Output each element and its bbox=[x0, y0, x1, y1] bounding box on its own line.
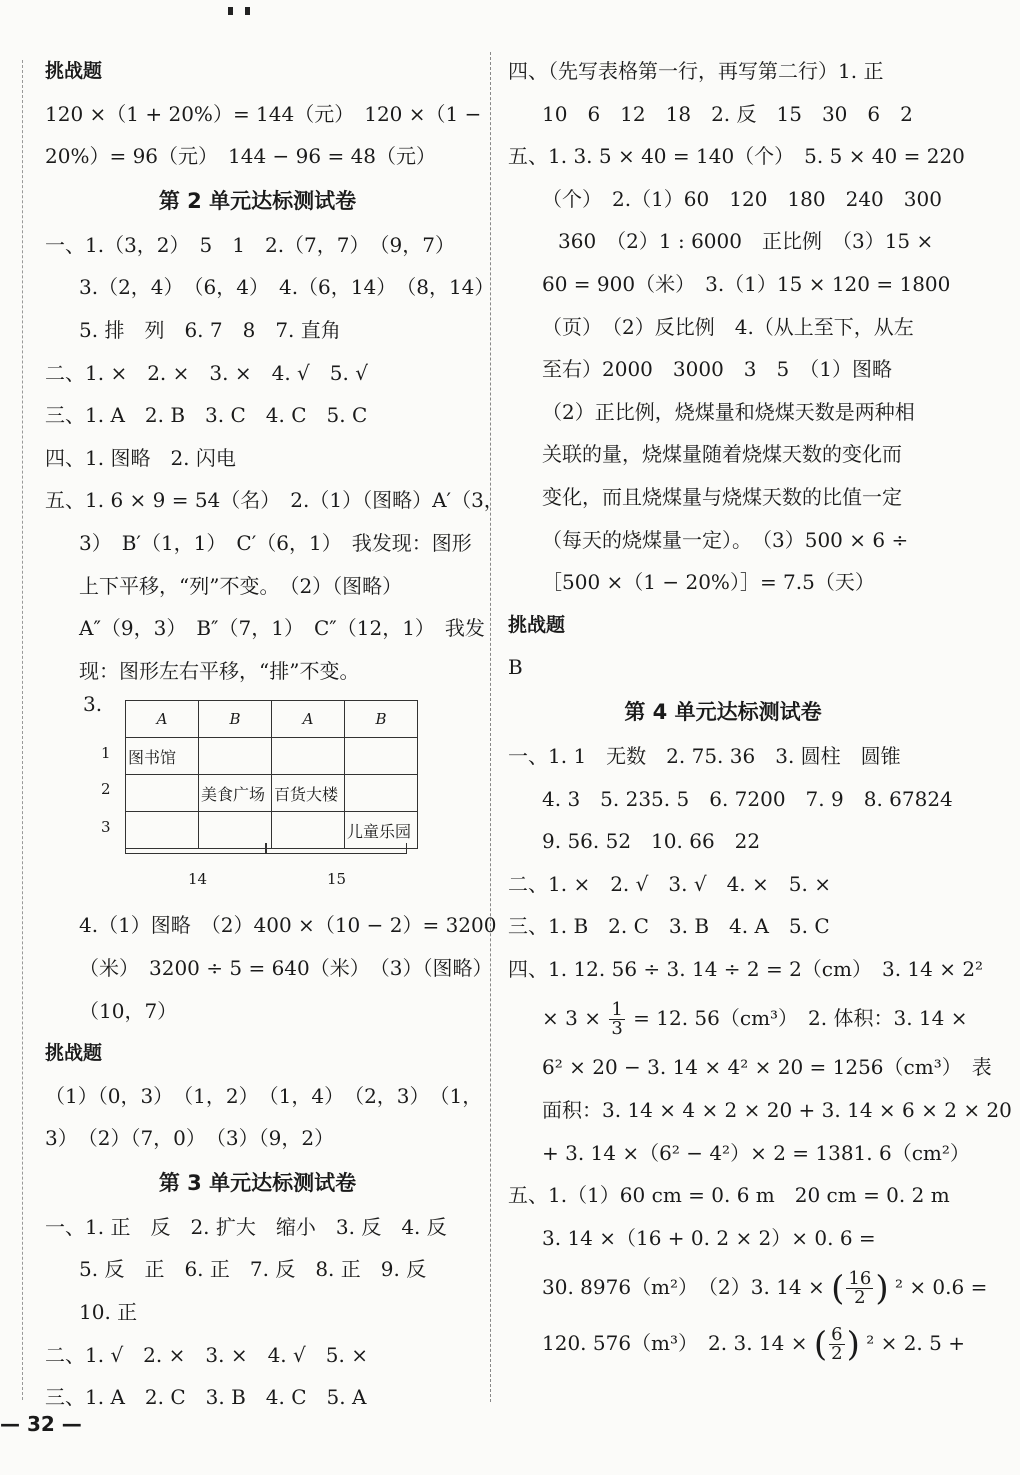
answer-line: 三、1. A 2. C 3. B 4. C 5. A bbox=[45, 1385, 367, 1410]
right-column bbox=[508, 50, 1012, 1371]
fraction-denominator: 2 bbox=[831, 1343, 843, 1365]
fraction bbox=[609, 1001, 624, 1038]
answer-line: 5. 反 正 6. 正 7. 反 8. 正 9. 反 bbox=[79, 1257, 427, 1282]
grid-cell bbox=[199, 738, 272, 775]
grid-question-number: 3. bbox=[83, 692, 103, 717]
formula-text: 120. 576（m³） 2. 3. 14 × bbox=[542, 1331, 808, 1356]
formula-text: × 3 × bbox=[542, 1006, 601, 1031]
location-grid bbox=[83, 692, 470, 904]
challenge-title: 挑战题 bbox=[45, 60, 103, 82]
top-marks bbox=[228, 0, 268, 8]
answer-line: 120 ×（1 + 20%）= 144（元） 120 ×（1 − bbox=[45, 101, 482, 126]
formula-text: 30. 8976（m²） （2）3. 14 × bbox=[542, 1275, 825, 1300]
answer-line: 一、1. 正 反 2. 扩大 缩小 3. 反 4. 反 bbox=[45, 1214, 447, 1239]
formula-text: = 12. 56（cm³） 2. 体积：3. 14 × bbox=[633, 1006, 968, 1031]
challenge-title: 挑战题 bbox=[508, 613, 566, 636]
formula-line bbox=[508, 990, 968, 1046]
answer-line: 6² × 20 − 3. 14 × 4² × 20 = 1256（cm³） 表 bbox=[542, 1055, 992, 1080]
fraction-denominator: 3 bbox=[611, 1018, 623, 1040]
answer-line: 3.（2，4） （6，4） 4.（6，14） （8，14） bbox=[79, 275, 495, 300]
answer-line: 10 6 12 18 2. 反 15 30 6 2 bbox=[542, 101, 913, 126]
answer-line: 现：图形左右平移，“排”不变。 bbox=[79, 658, 360, 683]
answer-line: 三、1. A 2. B 3. C 4. C 5. C bbox=[45, 403, 368, 428]
answer-line: ［500 ×（1 − 20%）］= 7.5（天） bbox=[542, 570, 875, 595]
fraction-numerator: 16 bbox=[848, 1268, 872, 1290]
grid-header: A bbox=[126, 701, 199, 738]
answer-line: 10. 正 bbox=[79, 1300, 138, 1325]
page-number: — 32 — bbox=[0, 1412, 82, 1436]
answer-line: 至右）2000 3000 3 5 （1）图略 bbox=[542, 357, 892, 382]
grid-row-number: 1 bbox=[101, 744, 111, 763]
answer-line: B bbox=[508, 655, 523, 680]
answer-line: 面积：3. 14 × 4 × 2 × 20 + 3. 14 × 6 × 2 × 20 bbox=[542, 1098, 1012, 1123]
fraction bbox=[829, 1326, 844, 1363]
formula-line bbox=[508, 1315, 965, 1371]
answer-line: 360 （2）1 : 6000 正比例 （3）15 × bbox=[558, 229, 934, 254]
answer-line: 上下平移，“列”不变。 （2）（图略） bbox=[79, 573, 403, 598]
section-title-unit4: 第 4 单元达标测试卷 bbox=[624, 699, 822, 724]
grid-cell: 图书馆 bbox=[126, 738, 199, 775]
fraction-numerator: 6 bbox=[831, 1324, 843, 1346]
brace-left bbox=[125, 843, 267, 854]
answer-line: （10，7） bbox=[79, 998, 178, 1023]
challenge-title: 挑战题 bbox=[45, 1042, 103, 1065]
answer-line: + 3. 14 ×（6² − 4²）× 2 = 1381. 6（cm²） bbox=[542, 1140, 970, 1165]
left-binding-edge bbox=[22, 60, 23, 1400]
grid-row-number: 3 bbox=[101, 818, 111, 837]
brace-label: 15 bbox=[327, 870, 347, 889]
answer-line: 一、1.（3，2） 5 1 2.（7，7） （9，7） bbox=[45, 232, 455, 257]
left-column bbox=[45, 50, 504, 1419]
answer-line: 二、1. √ 2. × 3. × 4. √ 5. × bbox=[45, 1342, 368, 1367]
answer-line: 60 = 900（米） 3.（1）15 × 120 = 1800 bbox=[542, 271, 951, 296]
answer-line: （2）正比例，烧煤量和烧煤天数是两种相 bbox=[542, 399, 915, 424]
grid-row-number: 2 bbox=[101, 780, 111, 799]
right-paren: ) bbox=[875, 1268, 889, 1309]
section-title-unit2: 第 2 单元达标测试卷 bbox=[158, 188, 357, 213]
answer-line: 4. 3 5. 235. 5 6. 7200 7. 9 8. 67824 bbox=[542, 786, 953, 811]
fraction bbox=[846, 1270, 873, 1307]
formula-line bbox=[508, 1259, 988, 1315]
fraction-denominator: 2 bbox=[854, 1287, 866, 1309]
grid-header: B bbox=[199, 701, 272, 738]
answer-line: 五、1. 3. 5 × 40 = 140（个） 5. 5 × 40 = 220 bbox=[508, 144, 965, 169]
right-paren: ) bbox=[846, 1324, 860, 1365]
answer-line: 5. 排 列 6. 7 8 7. 直角 bbox=[79, 317, 341, 342]
grid-cell: 儿童乐园 bbox=[345, 812, 418, 849]
answer-line: 四、1. 图略 2. 闪电 bbox=[45, 445, 236, 470]
answer-line: 五、1. 6 × 9 = 54（名） 2.（1）（图略）A′（3， bbox=[45, 488, 504, 513]
grid-cell bbox=[126, 775, 199, 812]
answer-line: （米） 3200 ÷ 5 = 640（米） （3）（图略） bbox=[79, 955, 493, 980]
answer-line: 四、1. 12. 56 ÷ 3. 14 ÷ 2 = 2（cm） 3. 14 × 2² bbox=[508, 956, 984, 981]
answer-line: 五、1.（1）60 cm = 0. 6 m 20 cm = 0. 2 m bbox=[508, 1183, 950, 1208]
brace-label: 14 bbox=[188, 870, 208, 889]
answer-line: （页） （2）反比例 4.（从上至下，从左 bbox=[542, 314, 914, 339]
answer-line: 3. 14 ×（16 + 0. 2 × 2）× 0. 6 = bbox=[542, 1225, 876, 1250]
answer-line: A″（9，3） B″（7，1） C″（12，1） 我发 bbox=[79, 616, 485, 641]
answer-line: 20%）= 96（元） 144 − 96 = 48（元） bbox=[45, 144, 437, 169]
answer-line: 3） B′（1，1） C′（6，1） 我发现：图形 bbox=[79, 530, 472, 555]
fraction-numerator: 1 bbox=[611, 999, 623, 1021]
grid-cell bbox=[272, 738, 345, 775]
formula-text: ² × 2. 5 + bbox=[866, 1331, 965, 1356]
answer-line: （个） 2.（1）60 120 180 240 300 bbox=[542, 186, 942, 211]
grid-cell bbox=[345, 738, 418, 775]
answer-line: 4.（1）图略 （2）400 ×（10 − 2）= 3200 bbox=[79, 913, 497, 938]
brace-right bbox=[265, 843, 407, 854]
answer-line: 3） （2）（7，0） （3）（9，2） bbox=[45, 1126, 335, 1151]
answer-line: 四、（先写表格第一行，再写第二行）1. 正 bbox=[508, 59, 884, 83]
answer-line: （每天的烧煤量一定）。 （3）500 × 6 ÷ bbox=[542, 527, 909, 552]
section-title-unit3: 第 3 单元达标测试卷 bbox=[158, 1170, 357, 1195]
answer-line: 三、1. B 2. C 3. B 4. A 5. C bbox=[508, 914, 830, 939]
answer-line: 二、1. × 2. √ 3. √ 4. × 5. × bbox=[508, 871, 831, 896]
grid-header: A bbox=[272, 701, 345, 738]
answer-line: 关联的量，烧煤量随着烧煤天数的变化而 bbox=[542, 442, 902, 467]
answer-line: 一、1. 1 无数 2. 75. 36 3. 圆柱 圆锥 bbox=[508, 743, 901, 768]
grid-table bbox=[125, 700, 418, 849]
formula-text: ² × 0.6 = bbox=[894, 1275, 988, 1300]
left-paren: ( bbox=[813, 1324, 828, 1365]
answer-line: 9. 56. 52 10. 66 22 bbox=[542, 829, 761, 854]
grid-header: B bbox=[345, 701, 418, 738]
left-paren: ( bbox=[831, 1268, 845, 1309]
column-divider bbox=[490, 52, 491, 1402]
answer-line: 变化，而且烧煤量与烧煤天数的比值一定 bbox=[542, 484, 902, 509]
grid-cell: 美食广场 bbox=[199, 775, 272, 812]
answer-line: 二、1. × 2. × 3. × 4. √ 5. √ bbox=[45, 360, 368, 385]
grid-cell: 百货大楼 bbox=[272, 775, 345, 812]
answer-line: （1）（0，3） （1，2） （1，4） （2，3） （1， bbox=[45, 1083, 483, 1108]
grid-cell bbox=[345, 775, 418, 812]
